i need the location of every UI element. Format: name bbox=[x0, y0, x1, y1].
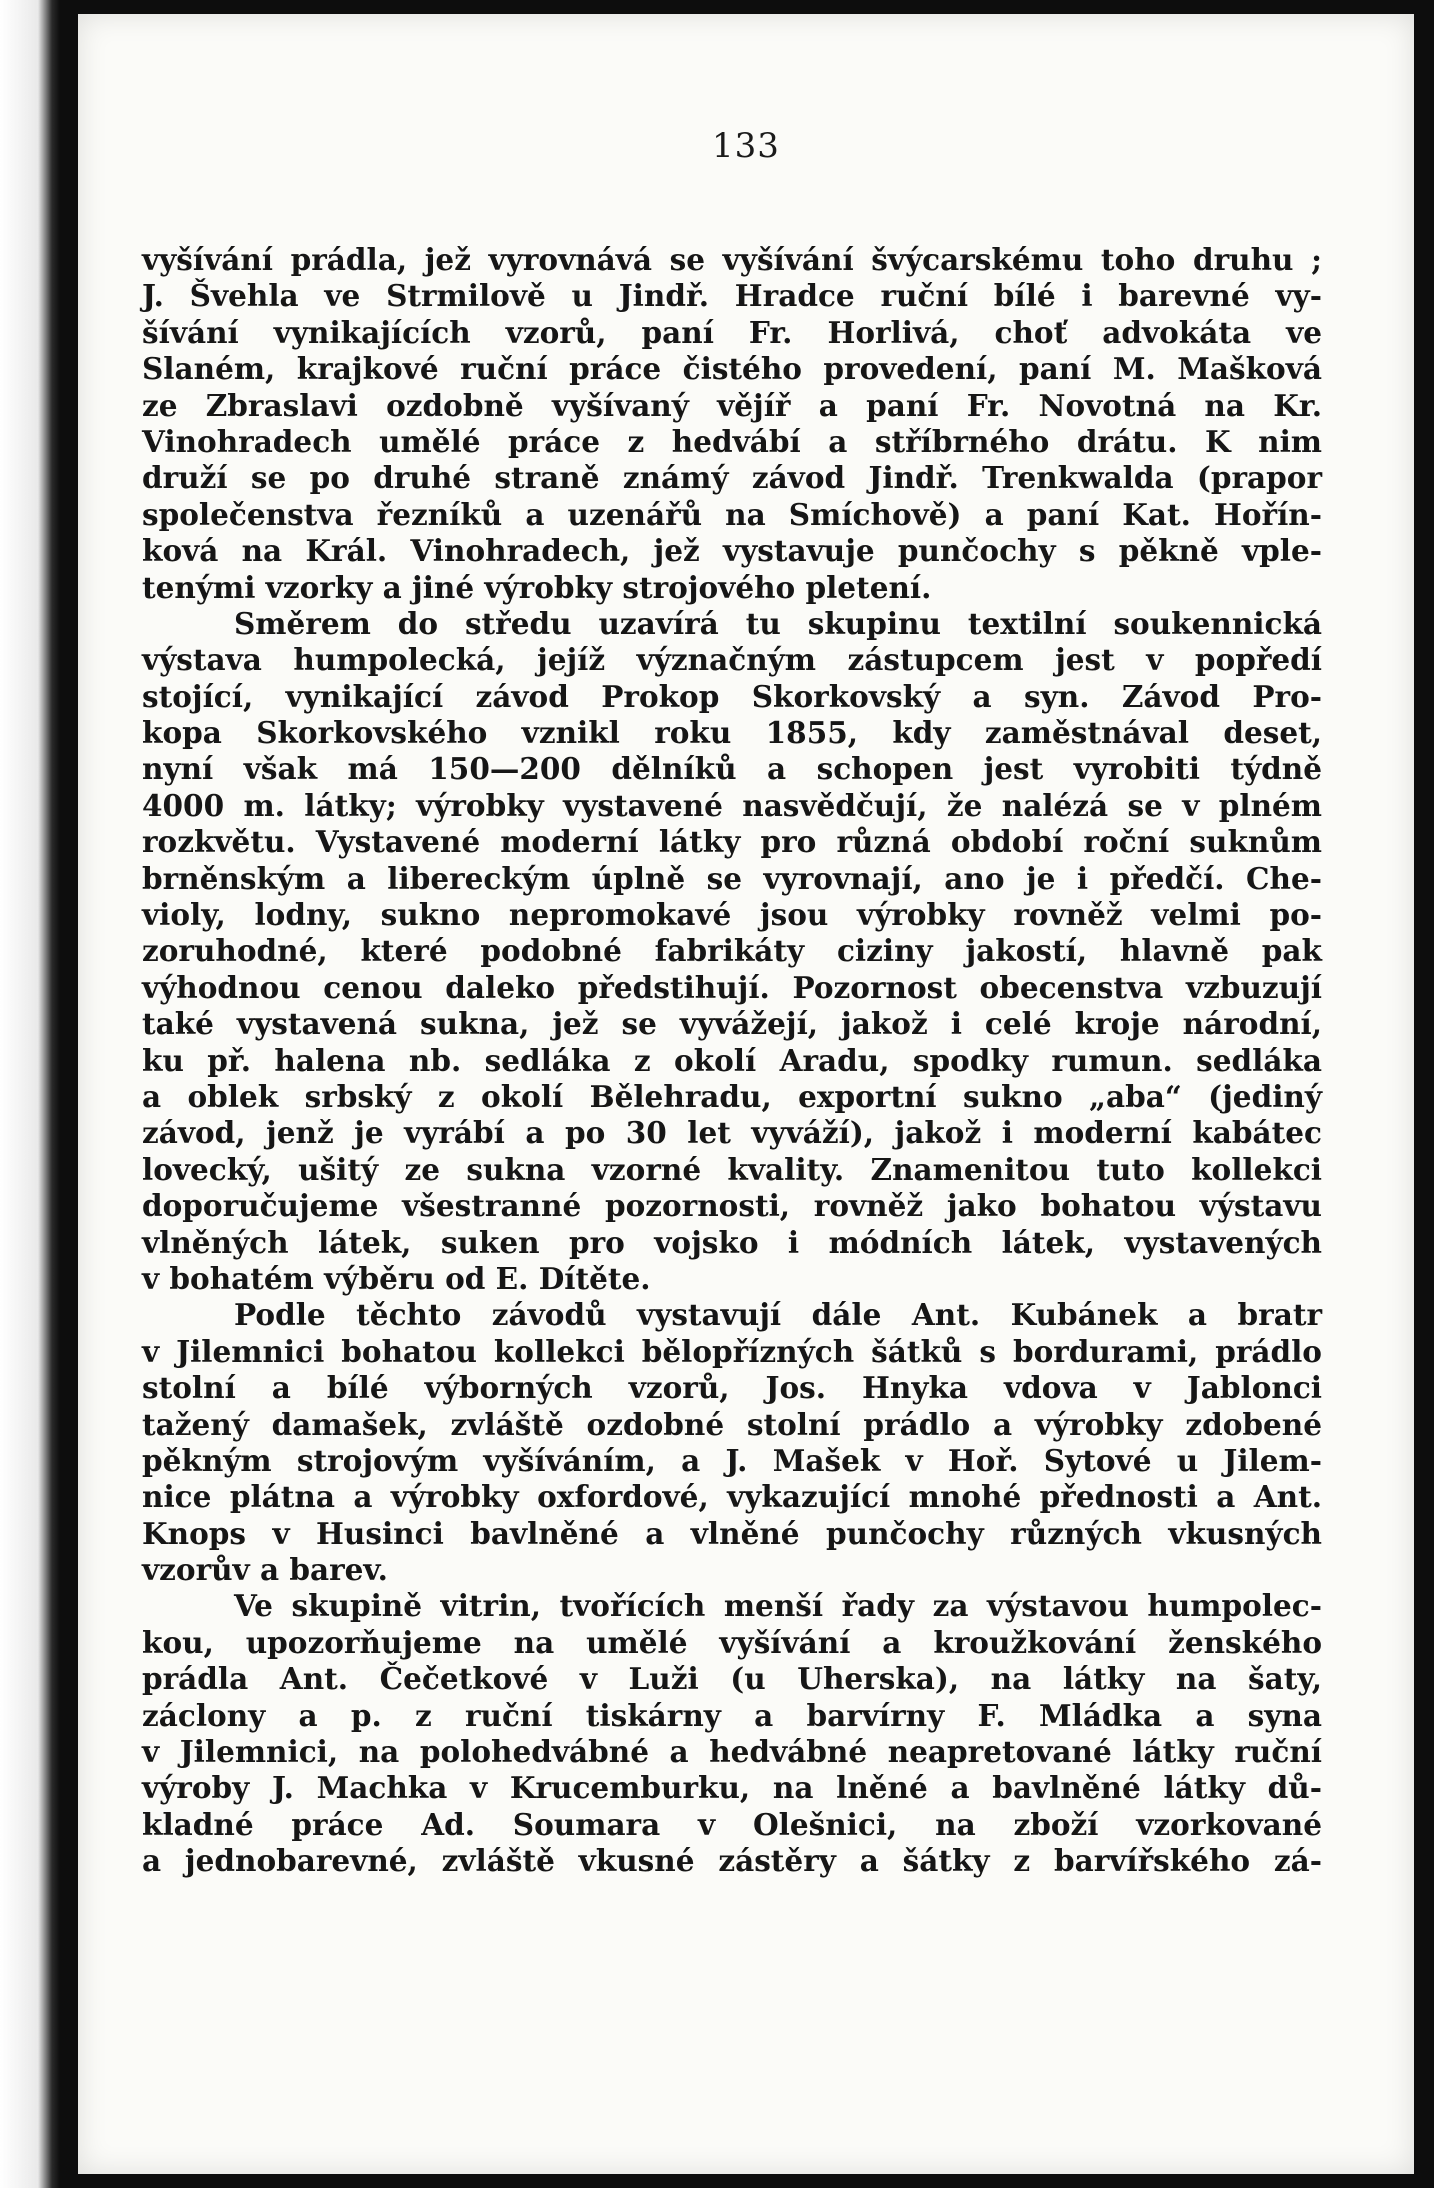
text-line: v bohatém výběru od E. Dítěte. bbox=[142, 1260, 651, 1296]
text-line: zoruhodné, které podobné fabrikáty ciziny jakostí, hlavně pak bbox=[142, 933, 1322, 969]
text-line: nice plátna a výrobky oxfordové, vykazující mnohé přednosti a Ant. bbox=[142, 1479, 1322, 1515]
text-line: a jednobarevné, zvláště vkusné zástěry a šátky z barvířského zá- bbox=[142, 1843, 1322, 1879]
text-line: výstava humpolecká, jejíž význačným zástupcem jest v popředí bbox=[142, 642, 1322, 678]
text-line: stolní a bílé výborných vzorů, Jos. Hnyka vdova v Jablonci bbox=[142, 1370, 1322, 1406]
text-line: violy, lodny, sukno nepromokavé jsou výrobky rovněž velmi po- bbox=[142, 897, 1322, 933]
text-line: a oblek srbský z okolí Bělehradu, exportní sukno „aba“ (jediný bbox=[142, 1078, 1322, 1114]
text-line: rozkvětu. Vystavené moderní látky pro různá období roční suknům bbox=[142, 824, 1322, 860]
text-line: tenými vzorky a jiné výrobky strojového pletení. bbox=[142, 569, 932, 605]
text-line: J. Švehla ve Strmilově u Jindř. Hradce ruční bílé i barevné vy- bbox=[142, 278, 1322, 314]
text-line: Směrem do středu uzavírá tu skupinu textilní soukennická bbox=[234, 605, 1322, 641]
text-line: kopa Skorkovského vznikl roku 1855, kdy zaměstnával deset, bbox=[142, 715, 1322, 751]
text-line: Knops v Husinci bavlněné a vlněné punčochy různých vkusných bbox=[142, 1515, 1322, 1551]
text-line: vzorův a barev. bbox=[142, 1552, 388, 1588]
text-line: záclony a p. z ruční tiskárny a barvírny F. Mládka a syna bbox=[142, 1697, 1322, 1733]
text-line: ze Zbraslavi ozdobně vyšívaný vějíř a paní Fr. Novotná na Kr. bbox=[142, 387, 1322, 423]
page-number: 133 bbox=[712, 126, 780, 166]
page-body-text bbox=[142, 242, 1322, 1880]
text-line: výroby J. Machka v Krucemburku, na lněné a bavlněné látky dů- bbox=[142, 1770, 1322, 1806]
text-line: stojící, vynikající závod Prokop Skorkovský a syn. Závod Pro- bbox=[142, 678, 1322, 714]
text-line: ku př. halena nb. sedláka z okolí Aradu, spodky rumun. sedláka bbox=[142, 1042, 1322, 1078]
text-line: závod, jenž je vyrábí a po 30 let vyváží), jakož i moderní kabátec bbox=[142, 1115, 1322, 1151]
text-line: tažený damašek, zvláště ozdobné stolní prádlo a výrobky zdobené bbox=[142, 1406, 1322, 1442]
text-line: kladné práce Ad. Soumara v Olešnici, na zboží vzorkované bbox=[142, 1806, 1322, 1842]
book-page bbox=[78, 14, 1414, 2174]
text-line: pěkným strojovým vyšíváním, a J. Mašek v Hoř. Sytové u Jilem- bbox=[142, 1442, 1322, 1478]
text-line: prádla Ant. Čečetkové v Luži (u Uherska), na látky na šaty, bbox=[142, 1661, 1322, 1697]
text-line: ková na Král. Vinohradech, jež vystavuje punčochy s pěkně vple- bbox=[142, 533, 1322, 569]
text-line: Vinohradech umělé práce z hedvábí a stříbrného drátu. K nim bbox=[142, 423, 1322, 459]
text-line: druží se po druhé straně známý závod Jindř. Trenkwalda (prapor bbox=[142, 460, 1322, 496]
text-line: také vystavená sukna, jež se vyvážejí, jakož i celé kroje národní, bbox=[142, 1006, 1322, 1042]
text-line: v Jilemnici, na polohedvábné a hedvábné neapretované látky ruční bbox=[142, 1734, 1322, 1770]
text-line: vyšívání prádla, jež vyrovnává se vyšívání švýcarskému toho druhu ; bbox=[142, 242, 1322, 277]
text-line: šívání vynikajících vzorů, paní Fr. Horlivá, choť advokáta ve bbox=[142, 314, 1322, 350]
text-line: vlněných látek, suken pro vojsko i módních látek, vystavených bbox=[142, 1224, 1322, 1260]
text-line: 4000 m. látky; výrobky vystavené nasvědčují, že nalézá se v plném bbox=[142, 787, 1322, 823]
text-line: kou, upozorňujeme na umělé vyšívání a kroužkování ženského bbox=[142, 1624, 1322, 1660]
text-line: společenstva řezníků a uzenářů na Smíchově) a paní Kat. Hořín- bbox=[142, 496, 1322, 532]
text-line: Ve skupině vitrin, tvořících menší řady za výstavou humpolec- bbox=[234, 1588, 1322, 1624]
text-line: doporučujeme všestranné pozornosti, rovněž jako bohatou výstavu bbox=[142, 1188, 1322, 1224]
text-line: výhodnou cenou daleko předstihují. Pozornost obecenstva vzbuzují bbox=[142, 969, 1322, 1005]
text-line: Podle těchto závodů vystavují dále Ant. Kubánek a bratr bbox=[234, 1297, 1322, 1333]
text-line: Slaném, krajkové ruční práce čistého provedení, paní M. Mašková bbox=[142, 351, 1322, 387]
text-line: lovecký, ušitý ze sukna vzorné kvality. Znamenitou tuto kollekci bbox=[142, 1151, 1322, 1187]
text-line: v Jilemnici bohatou kollekci bělopřízných šátků s bordurami, prádlo bbox=[142, 1333, 1322, 1369]
scan-left-edge bbox=[0, 0, 60, 2188]
text-line: brněnským a libereckým úplně se vyrovnají, ano je i předčí. Che- bbox=[142, 860, 1322, 896]
text-line: nyní však má 150—200 dělníků a schopen jest vyrobiti týdně bbox=[142, 751, 1322, 787]
